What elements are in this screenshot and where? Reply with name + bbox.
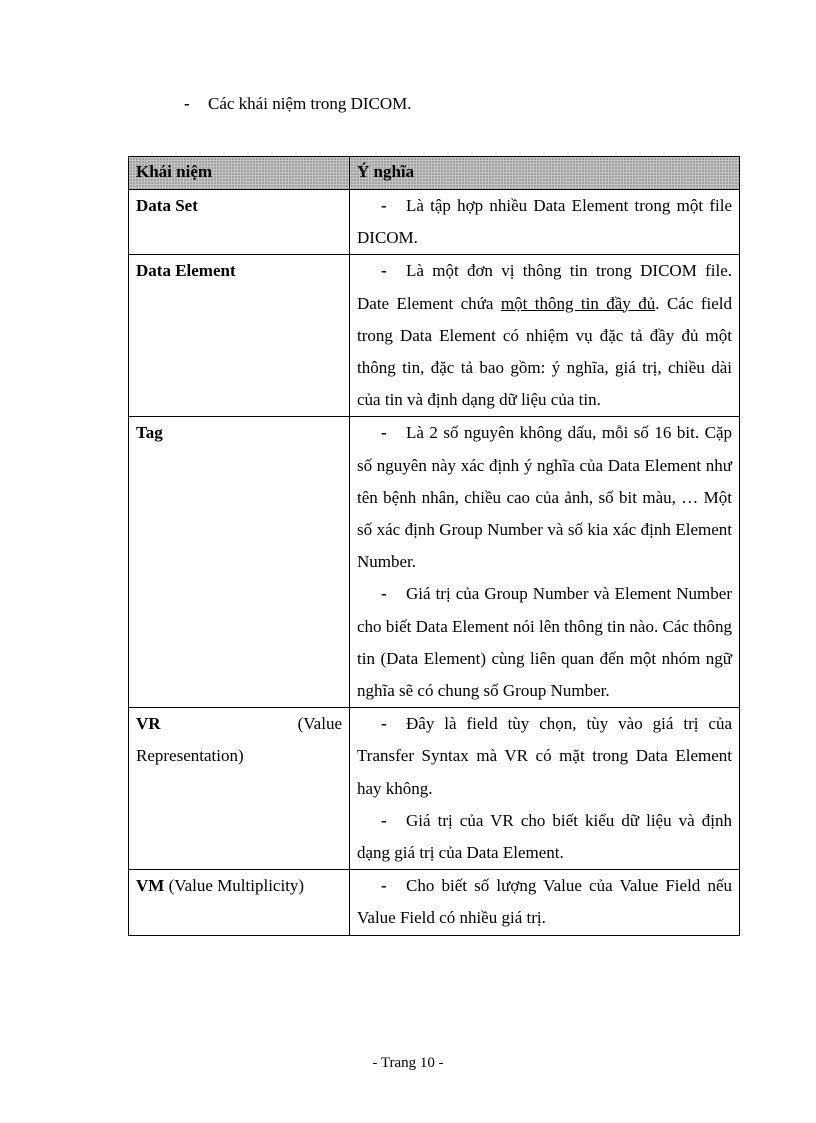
underlined-phrase: một thông tin đầy đủ	[500, 293, 656, 313]
term-cell	[129, 870, 350, 935]
term-name: Data Set	[136, 196, 198, 215]
bullet-dash: -	[381, 584, 387, 604]
term-name: Data Element	[136, 261, 236, 281]
term-name: Tag	[136, 423, 163, 443]
term-line	[136, 708, 342, 740]
table-row	[129, 870, 740, 935]
bullet-dash: -	[381, 714, 387, 734]
intro-bullet: -	[184, 94, 190, 113]
meaning-paragraph	[357, 708, 732, 805]
table-row	[129, 708, 740, 870]
meaning-text: Là 2 số nguyên không dấu, mỗi số 16 bit. Cặp số nguyên này xác định ý nghĩa của Data Element như tên bệnh nhân, chiều cao của ảnh, số bit màu, … Một số xác định Group Number và số kia xác định Element Number.	[357, 423, 732, 572]
bullet-dash: -	[381, 876, 387, 896]
table-row	[129, 190, 740, 255]
meaning-cell	[350, 190, 740, 255]
meaning-text: Giá trị của Group Number và Element Number cho biết Data Element nói lên thông tin nào. Các thông tin (Data Element) cùng liên quan đến một nhóm ngữ nghĩa sẽ có chung số Group Number.	[357, 584, 732, 701]
bullet-dash: -	[381, 261, 387, 281]
table-row	[129, 255, 740, 417]
term-expansion-b: Representation)	[136, 746, 244, 766]
meaning-text: Giá trị của VR cho biết kiểu dữ liệu và định dạng giá trị của Data Element.	[357, 810, 732, 863]
meaning-paragraph	[357, 870, 732, 934]
bullet-dash: -	[381, 810, 387, 830]
meaning-text: Là tập hợp nhiều Data Element trong một file DICOM.	[357, 196, 732, 248]
term-cell	[129, 417, 350, 708]
page-number: - Trang 10 -	[372, 1055, 444, 1071]
meaning-cell	[350, 708, 740, 870]
term-cell	[129, 255, 350, 417]
header-term: Khái niệm	[129, 157, 350, 190]
meaning-cell	[350, 417, 740, 708]
intro-text: Các khái niệm trong DICOM.	[208, 94, 412, 113]
table-row	[129, 417, 740, 708]
header-meaning: Ý nghĩa	[350, 157, 740, 190]
meaning-cell	[350, 870, 740, 935]
meaning-text: Đây là field tùy chọn, tùy vào giá trị của Transfer Syntax mà VR có mặt trong Data Element hay không.	[357, 714, 732, 798]
term-cell	[129, 708, 350, 870]
meaning-text-cont: . Các field trong Data Element có nhiệm vụ đặc tả đầy đủ một thông tin, đặc tả bao gồm: ý nghĩa, giá trị, chiều dài của tin và định dạng dữ liệu của tin.	[357, 293, 732, 410]
term-name: VR	[136, 714, 161, 734]
term-expansion: (Value Multiplicity)	[164, 876, 305, 896]
intro-line	[184, 92, 412, 116]
meaning-cell	[350, 255, 740, 417]
meaning-paragraph	[357, 255, 732, 416]
meaning-paragraph	[357, 190, 732, 254]
bullet-dash: -	[381, 423, 387, 443]
meaning-paragraph	[357, 805, 732, 869]
meaning-text: Là một đơn vị thông tin trong DICOM file. Date Element chứa	[357, 261, 732, 313]
concepts-table	[128, 156, 740, 936]
meaning-text: Cho biết số lượng Value của Value Field nếu Value Field có nhiều giá trị.	[357, 876, 732, 928]
meaning-paragraph	[357, 417, 732, 578]
bullet-dash: -	[381, 196, 387, 215]
table-header-row	[129, 157, 740, 190]
term-name: VM	[136, 876, 165, 896]
term-expansion-a: (Value	[297, 714, 342, 734]
meaning-paragraph	[357, 578, 732, 707]
term-cell	[129, 190, 350, 255]
